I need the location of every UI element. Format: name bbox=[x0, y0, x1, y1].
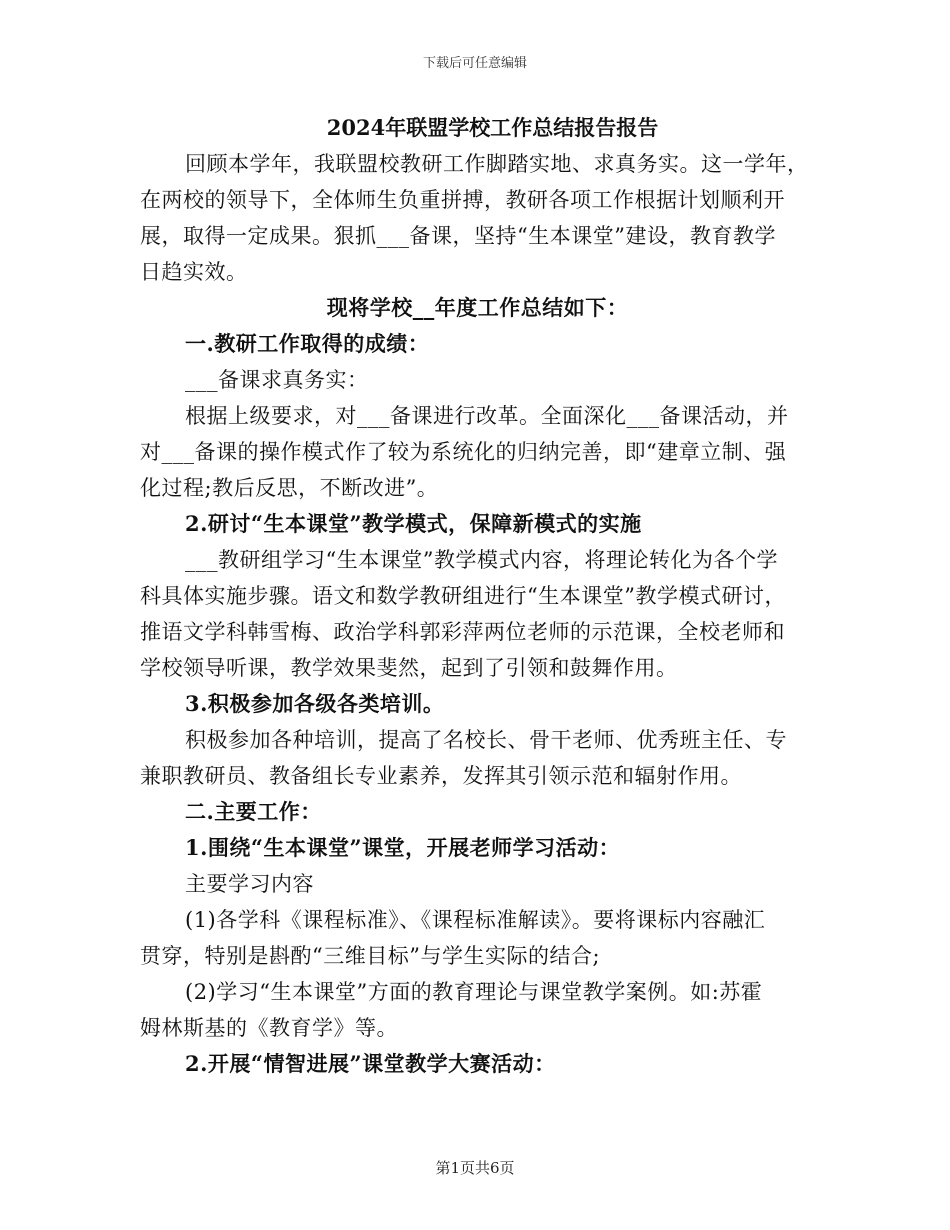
intro-line: 日趋实效。 bbox=[140, 260, 248, 284]
paragraph-line: 推语文学科韩雪梅、政治学科郭彩萍两位老师的示范课，全校老师和 bbox=[140, 620, 785, 644]
intro-line: 展，取得一定成果。狠抓___备课，坚持“生本课堂”建设，教育教学 bbox=[140, 224, 776, 248]
section1-item1-title: ___备课求真务实： bbox=[185, 368, 369, 392]
section1-item3-title: 3.积极参加各级各类培训。 bbox=[185, 691, 445, 716]
section1-item3-paragraph bbox=[140, 722, 815, 794]
summary-subtitle: 现将学校__年度工作总结如下： bbox=[326, 295, 629, 320]
section1-heading: 一.教研工作取得的成绩： bbox=[185, 331, 430, 356]
intro-line: 在两校的领导下，全体师生负重拼搏，教研各项工作根据计划顺利开 bbox=[140, 188, 785, 212]
intro-paragraph bbox=[140, 146, 815, 290]
section2-item1-title: 1.围绕“生本课堂”课堂，开展老师学习活动： bbox=[185, 835, 621, 860]
section2-point1 bbox=[140, 902, 815, 974]
section2-sub-title: 主要学习内容 bbox=[185, 872, 314, 896]
intro-line: 回顾本学年，我联盟校教研工作脚踏实地、求真务实。这一学年， bbox=[185, 152, 809, 176]
paragraph-line: (1)各学科《课程标准》、《课程标准解读》。要将课标内容融汇 bbox=[185, 908, 766, 932]
section2-point2 bbox=[140, 974, 815, 1046]
document-body bbox=[140, 110, 815, 1082]
section2-item2-title: 2.开展“情智进展”课堂教学大赛活动： bbox=[185, 1051, 556, 1076]
section1-item1-paragraph bbox=[140, 398, 815, 506]
paragraph-line: 兼职教研员、教备组长专业素养，发挥其引领示范和辐射作用。 bbox=[140, 764, 742, 788]
paragraph-line: 积极参加各种培训，提高了名校长、骨干老师、优秀班主任、专 bbox=[185, 728, 787, 752]
paragraph-line: 姆林斯基的《教育学》等。 bbox=[140, 1016, 398, 1040]
document-title: 2024年联盟学校工作总结报告报告 bbox=[326, 115, 659, 140]
paragraph-line: ___教研组学习“生本课堂”教学模式内容，将理论转化为各个学 bbox=[185, 548, 778, 572]
paragraph-line: (2)学习“生本课堂”方面的教育理论与课堂教学案例。如:苏霍 bbox=[185, 980, 763, 1004]
paragraph-line: 根据上级要求，对___备课进行改革。全面深化___备课活动，并 bbox=[185, 404, 789, 428]
section2-heading: 二.主要工作： bbox=[185, 799, 322, 824]
page-footer-number: 第1页共6页 bbox=[435, 1159, 515, 1177]
paragraph-line: 化过程;教后反思，不断改进”。 bbox=[140, 476, 439, 500]
paragraph-line: 对___备课的操作模式作了较为系统化的归纳完善，即“建章立制、强 bbox=[140, 440, 787, 464]
page-header-note: 下载后可任意编辑 bbox=[422, 56, 527, 71]
paragraph-line: 科具体实施步骤。语文和数学教研组进行“生本课堂”教学模式研讨， bbox=[140, 584, 786, 608]
paragraph-line: 贯穿，特别是斟酌“三维目标”与学生实际的结合; bbox=[140, 944, 601, 968]
paragraph-line: 学校领导听课，教学效果斐然，起到了引领和鼓舞作用。 bbox=[140, 656, 678, 680]
section1-item2-title: 2.研讨“生本课堂”教学模式，保障新模式的实施 bbox=[185, 511, 642, 536]
section1-item2-paragraph bbox=[140, 542, 815, 686]
